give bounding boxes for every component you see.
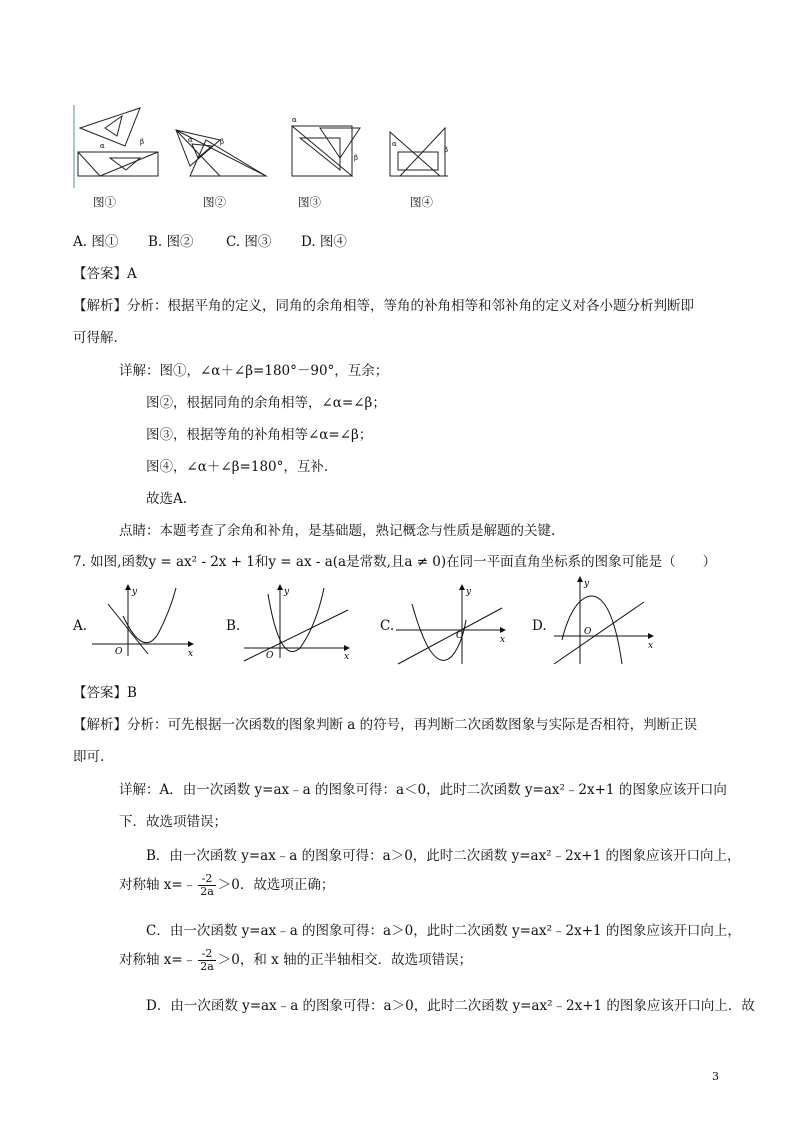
q7-analysis-line2: 即可. xyxy=(73,749,105,765)
q7-c2-fraction: $\frac{-2}{2a}$ xyxy=(200,947,214,973)
q7-c2-pre: 对称轴 x=﹣ xyxy=(119,952,197,968)
figure-label-4: 图④ xyxy=(410,195,433,209)
q6-option-c: C. 图③ xyxy=(226,234,272,250)
graph-c-label: C. xyxy=(380,618,395,634)
q6-option-a: A. 图① xyxy=(73,234,119,250)
graph-c-x: x xyxy=(500,635,506,645)
q6-analysis-line1: 【解析】分析：根据平角的定义，同角的余角相等，等角的补角相等和邻补角的定义对各小题分析判断即 xyxy=(73,298,694,314)
figure-1-drawing xyxy=(78,108,158,176)
graph-b xyxy=(240,586,355,666)
q7-detail-d1: D．由一次函数 y=ax﹣a 的图象可得：a＞0，此时二次函数 y=ax²﹣2x+1 的图象应该开口向上．故 xyxy=(146,998,755,1014)
q7-detail-b1: B．由一次函数 y=ax﹣a 的图象可得：a＞0，此时二次函数 y=ax²﹣2x+1 的图象应该开口向上， xyxy=(146,848,741,864)
graph-a-y: y xyxy=(132,587,138,597)
figure-3-drawing xyxy=(292,126,360,176)
q7-question: 7. 如图,函数y = ax² - 2x + 1和y = ax - a(a是常数,且a ≠ 0)在同一平面直角坐标系的图象可能是（ ） xyxy=(73,554,717,570)
q6-detail-3: 图③，根据等角的补角相等∠α=∠β； xyxy=(146,427,373,443)
figure-label-1: 图① xyxy=(93,195,116,209)
q6-option-d: D. 图④ xyxy=(301,234,347,250)
figure-4-drawing xyxy=(390,128,448,176)
q6-comment: 点睛：本题考查了余角和补角，是基础题，熟记概念与性质是解题的关键. xyxy=(119,523,556,539)
graph-a xyxy=(88,586,198,666)
fig4-beta: β xyxy=(444,146,449,154)
graph-d-label: D. xyxy=(532,618,547,634)
graph-b-label: B. xyxy=(226,618,241,634)
fig2-beta: β xyxy=(220,138,225,146)
figure-label-3: 图③ xyxy=(298,195,321,209)
fig3-beta: β xyxy=(354,154,359,162)
q6-analysis-line2: 可得解. xyxy=(73,330,118,346)
fig1-alpha: α xyxy=(100,142,105,150)
graph-a-origin: O xyxy=(115,647,123,657)
q6-detail-1: 详解：图①，∠α＋∠β=180°－90°，互余； xyxy=(119,363,389,379)
graph-c xyxy=(392,586,512,666)
graph-b-x: x xyxy=(344,652,350,662)
page-number: 3 xyxy=(712,1070,719,1083)
figure-label-2: 图② xyxy=(203,195,226,209)
q7-detail-c2 xyxy=(119,948,472,973)
q6-answer: 【答案】A xyxy=(73,266,137,282)
graph-b-y: y xyxy=(284,587,290,597)
q7-b2-pre: 对称轴 x=﹣ xyxy=(119,877,197,893)
graph-b-origin: O xyxy=(266,651,274,661)
graph-a-label: A. xyxy=(73,618,88,634)
q7-analysis-line1: 【解析】分析：可先根据一次函数的图象判断 a 的符号，再判断二次函数图象与实际是否相符，判断正误 xyxy=(73,717,698,733)
q6-detail-4: 图④，∠α＋∠β=180°，互补. xyxy=(146,459,329,475)
q6-detail-2: 图②，根据同角的余角相等，∠α=∠β； xyxy=(146,395,386,411)
fig1-beta: β xyxy=(140,138,145,146)
fig4-alpha: α xyxy=(392,140,397,148)
q7-b2-fraction: $\frac{-2}{2a}$ xyxy=(200,872,214,898)
graph-d-y: y xyxy=(584,579,590,589)
graph-d xyxy=(550,578,660,668)
q7-detail-b2 xyxy=(119,873,334,898)
graph-d-x: x xyxy=(648,641,654,651)
q6-option-b: B. 图② xyxy=(148,234,194,250)
q7-answer: 【答案】B xyxy=(73,685,137,701)
fig3-alpha: α xyxy=(292,116,297,124)
graph-d-origin: O xyxy=(584,627,592,637)
q7-b2-post: ＞0．故选项正确； xyxy=(217,877,335,893)
graph-c-y: y xyxy=(466,587,472,597)
graph-c-origin: O xyxy=(456,631,464,641)
fig2-alpha: α xyxy=(188,136,193,144)
q7-detail-c1: C．由一次函数 y=ax﹣a 的图象可得：a＞0，此时二次函数 y=ax²﹣2x+1 的图象应该开口向上， xyxy=(146,923,741,939)
q7-c2-post: ＞0，和 x 轴的正半轴相交．故选项错误； xyxy=(217,952,473,968)
q7-detail-a2: 下．故选项错误； xyxy=(119,814,227,830)
q7-detail-a1: 详解：A．由一次函数 y=ax﹣a 的图象可得：a＜0，此时二次函数 y=ax²﹣2x+1 的图象应该开口向 xyxy=(119,782,727,798)
graph-a-x: x xyxy=(188,649,194,659)
q6-detail-5: 故选A. xyxy=(146,491,188,507)
